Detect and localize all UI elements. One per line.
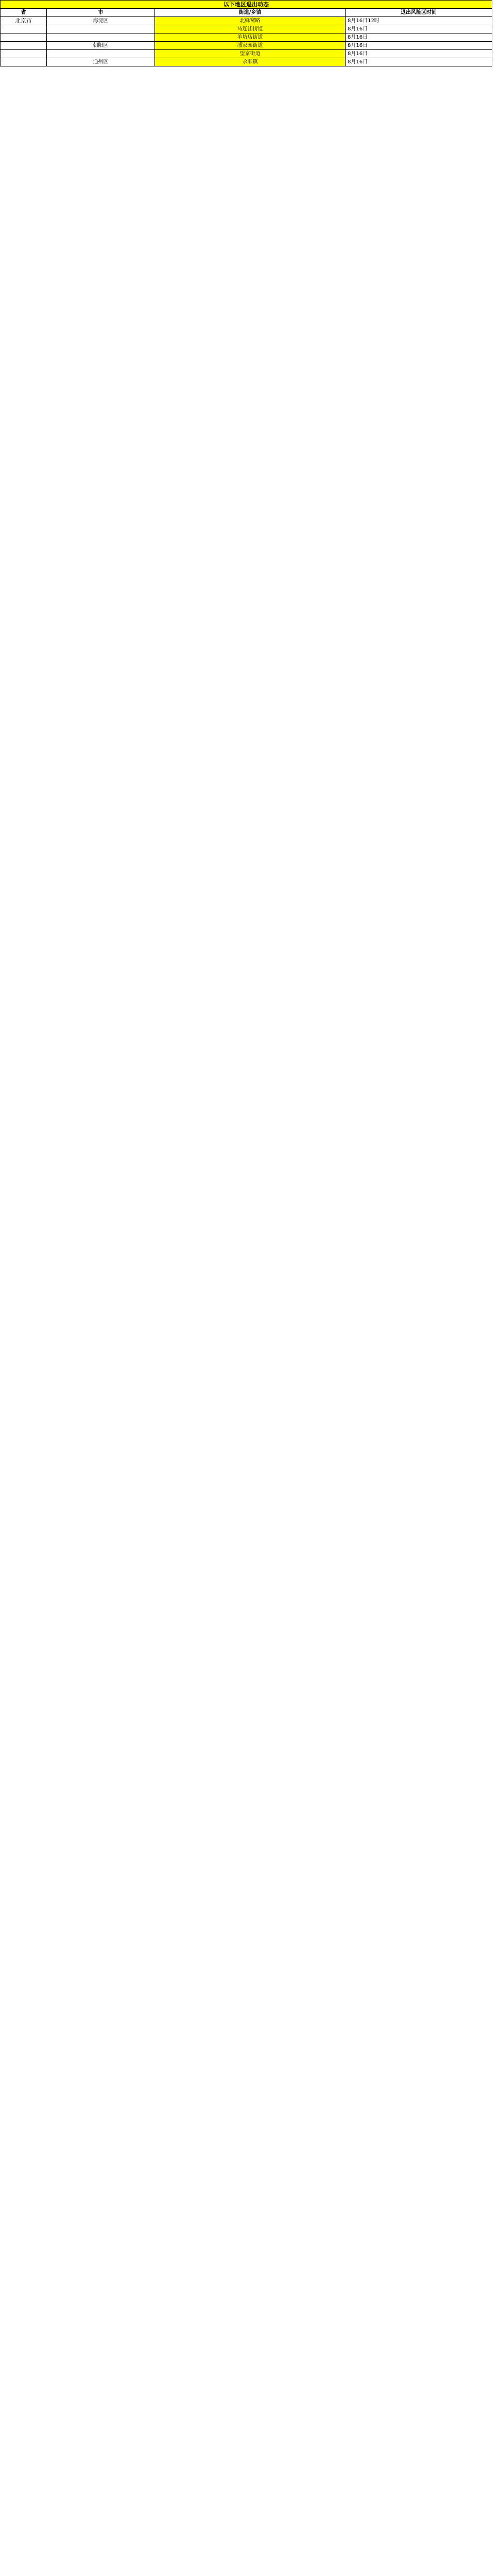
district-cell: 北蜂窝路 [155, 17, 346, 25]
city-cell: 海淀区 [47, 17, 155, 25]
header-date: 退出风险区时间 [346, 9, 492, 17]
header-province: 省 [1, 9, 47, 17]
table-row [1, 33, 492, 42]
province-cell [1, 25, 47, 33]
city-cell [47, 33, 155, 42]
district-cell: 马连洼街道 [155, 25, 346, 33]
table-row [1, 17, 492, 25]
city-cell [47, 25, 155, 33]
risk-area-table [0, 0, 492, 66]
date-cell: 8月16日12时 [346, 17, 492, 25]
table-row [1, 58, 492, 66]
table-body [1, 17, 492, 66]
province-cell [1, 50, 47, 58]
table-title: 以下地区退出动态 [1, 1, 492, 9]
province-cell: 北京市 [1, 17, 47, 25]
province-cell [1, 42, 47, 50]
date-cell: 8月16日 [346, 42, 492, 50]
table-row [1, 50, 492, 58]
city-cell [47, 50, 155, 58]
district-cell: 永顺镇 [155, 58, 346, 66]
district-cell: 望京街道 [155, 50, 346, 58]
date-cell: 8月16日 [346, 58, 492, 66]
date-cell: 8月16日 [346, 33, 492, 42]
province-cell [1, 58, 47, 66]
header-city: 市 [47, 9, 155, 17]
province-cell [1, 33, 47, 42]
table-row [1, 25, 492, 33]
district-cell: 潘家园街道 [155, 42, 346, 50]
district-cell: 羊坊店街道 [155, 33, 346, 42]
table-row [1, 42, 492, 50]
city-cell: 朝阳区 [47, 42, 155, 50]
date-cell: 8月16日 [346, 50, 492, 58]
header-district: 街道/乡镇 [155, 9, 346, 17]
city-cell: 通州区 [47, 58, 155, 66]
date-cell: 8月16日 [346, 25, 492, 33]
